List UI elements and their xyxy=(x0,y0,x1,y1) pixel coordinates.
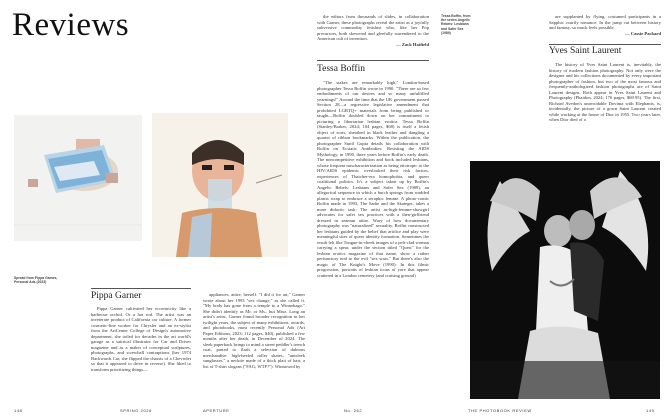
article-text: The history of Yves Saint Laurent is, inevitably, the history of modern fashion photography. Not only were the designer and his collections documented by every important photographer of fashion, but two of the most famous and frequently-anthologized fashion photographs are of Saint Laurent designs. Both appear in Yves Saint Laurent and Photography (Phaidon, 2024; 176 pages, $69.95). The first, Richard Avedon's unavoidable Dovima with Elephants, is, incidentally, the picture of a gown Saint Laurent created while working at the house of Dior in 1955. Two years later, when Dior died of a xyxy=(549,62,661,122)
left-page-number: 148 xyxy=(14,408,23,413)
right-photo-caption: Tessa Boffin, from the series Angelic Rebels: Lesbians and Safer Sex (1989) xyxy=(441,14,471,35)
article-text: are supplanted by flying, costumed participants in a Sapphic courtly romance. In the jump cut between history and fantasy, so much feels possible. xyxy=(549,14,661,30)
article-tessa-continued xyxy=(549,14,661,44)
section-rule xyxy=(549,44,661,45)
photo-man-drinking xyxy=(152,113,288,257)
article-pippa-continued xyxy=(317,14,429,50)
article-text: appliances, attire, herself. "I did it for art," Garner wrote about her 1993 "sex change," as she called it. "My body has gone from a temple to a Winnebago." She didn't identify as Mr. or Ms., but Mixz. Long an artist's artist, Garner found broader recognition in her twilight years, the subject of many exhibitions, awards, and photobooks, most recently Personal Ads (Art Paper Editions, 2023; 112 pages, $40), published a few months after her death, in December of 2024. The sleek paperback brings to mind a street peddler's trench coat, parted to flash a selection of dubious merchandise: high-heeled roller skates, "unisleek sunglasses," a necktie made of a thick plait of hair, a list of T-shirt slogans ("FAG; WTF?"). Winnowed by xyxy=(203,292,305,369)
right-page-number: 149 xyxy=(646,408,655,413)
article-ysl xyxy=(549,62,661,158)
left-photo-caption: Spread from Pippa Games, Personal Ads (2023) xyxy=(14,276,58,285)
left-season: SPRING 2026 xyxy=(120,408,152,413)
section-rule xyxy=(91,288,191,289)
left-magazine-name: APERTURE xyxy=(203,408,230,413)
section-heading-pippa-garner: Pippa Garner xyxy=(91,291,142,301)
article-text: the editors from thousands of slides, in collaboration with Garner, these photographs reveal the artist as a joyfully subversive commodity fetishist who, like her Pop precursors, both skewered and gleefully surrendered to the American cult of invention. xyxy=(317,14,429,41)
section-rule xyxy=(317,60,429,61)
section-heading-yves-saint-laurent: Yves Saint Laurent xyxy=(549,46,622,56)
section-heading-tessa-boffin: Tessa Boffin xyxy=(317,64,365,74)
right-section-name: THE PHOTOBOOK REVIEW xyxy=(468,408,532,413)
article-pippa-col1 xyxy=(91,306,191,406)
article-text: "The stakes are remarkably high," London-based photographer Tessa Boffin wrote in 1990. "There are so few embodiments of our desires and so many unfulfilled yearnings!" Around the time that the UK government passed Section 28—a regressive legislative amendment that prohibited LGBTQ+ materials from being published or taught—Boffin doubled down on her commitment to picturing a libertarian lesbian erotica. Tessa Boffin (Stanley/Barker, 2024; 104 pages, $68) is itself a fetish object of sorts, sheathed in black leather and dangling a quartet of ribbon bookmarks. Within the publication, the photographer Sunil Gupta details his collaboration with Boffin on Ecstatic Antibodies: Resisting the AIDS Mythology, in 1990, three years before Boffin's early death. The noncompetitive exhibition and book included lesbians, whose frequent mischaracterization as being etiotropic to the HIV/AIDS epidemic overlooked their risk factors, experiences of Thatcher-era homophobia, and queer coalitional politics. It's a subject taken up by Boffin's Angelic Rebels: Lesbians and Safer Sex (1989), an allegorical sequence in which a butch springs from wadded plastic wrap to embrace a seraphic femme. A photo-comic Boffin made in 1993, The Sadie and the Skateget, takes a more didactic task: The artist as-high-femme-showgirl advocates for safer sex practices with a then-girlfriend dressed in seaman attire. Wary of how documentary photography was "naturalized" sexuality, Boffin constructed her lesbians guided by the belief that artifice and play were meaningful sites of queer identity formation. Sometimes the result felt like Tongue-in-cheek images of a pelt-clad woman carrying a spear, under the section titled "Quest" for the lesbian erotics magazine of that name, show a rather perfunctory nod to the evil "sex wars." But there's also the magic of The Knight's Move (1990): In this filmic progression, portraits of lesbian icons of yore that appear scattered in a London cemetery (and cruising ground) xyxy=(317,80,429,278)
article-tessa-boffin xyxy=(317,80,429,402)
byline: — Zack Hatfield xyxy=(396,41,429,47)
page-title: Reviews xyxy=(12,7,130,43)
article-pippa-col2 xyxy=(203,292,305,406)
byline: — Cassie Packard xyxy=(625,30,661,36)
photo-magazine-face xyxy=(14,115,142,241)
right-issue-number: No. 262 xyxy=(344,408,363,413)
article-text: Pippa Garner cultivated her eccentricity like a barbecue orchid. Or a hot rod. The artist was an inveterate product of California car culture. A former cosmetic-line worker for Chrysler and an ex-stylist from the ArtCenter College of Design's automotive department, she toiled for decades in the art world's garage as a satirical illustrator for Car and Driver magazine and as a maker of conceptual sculptures, photographs, and screwball contraptions (her 1974 Backwards Car, she flipped the chassis of a Chevrolet so that it appeared to drive in reverse). She liked to transform prioritizing things— xyxy=(91,306,191,372)
photo-angelic-rebels xyxy=(470,161,660,399)
